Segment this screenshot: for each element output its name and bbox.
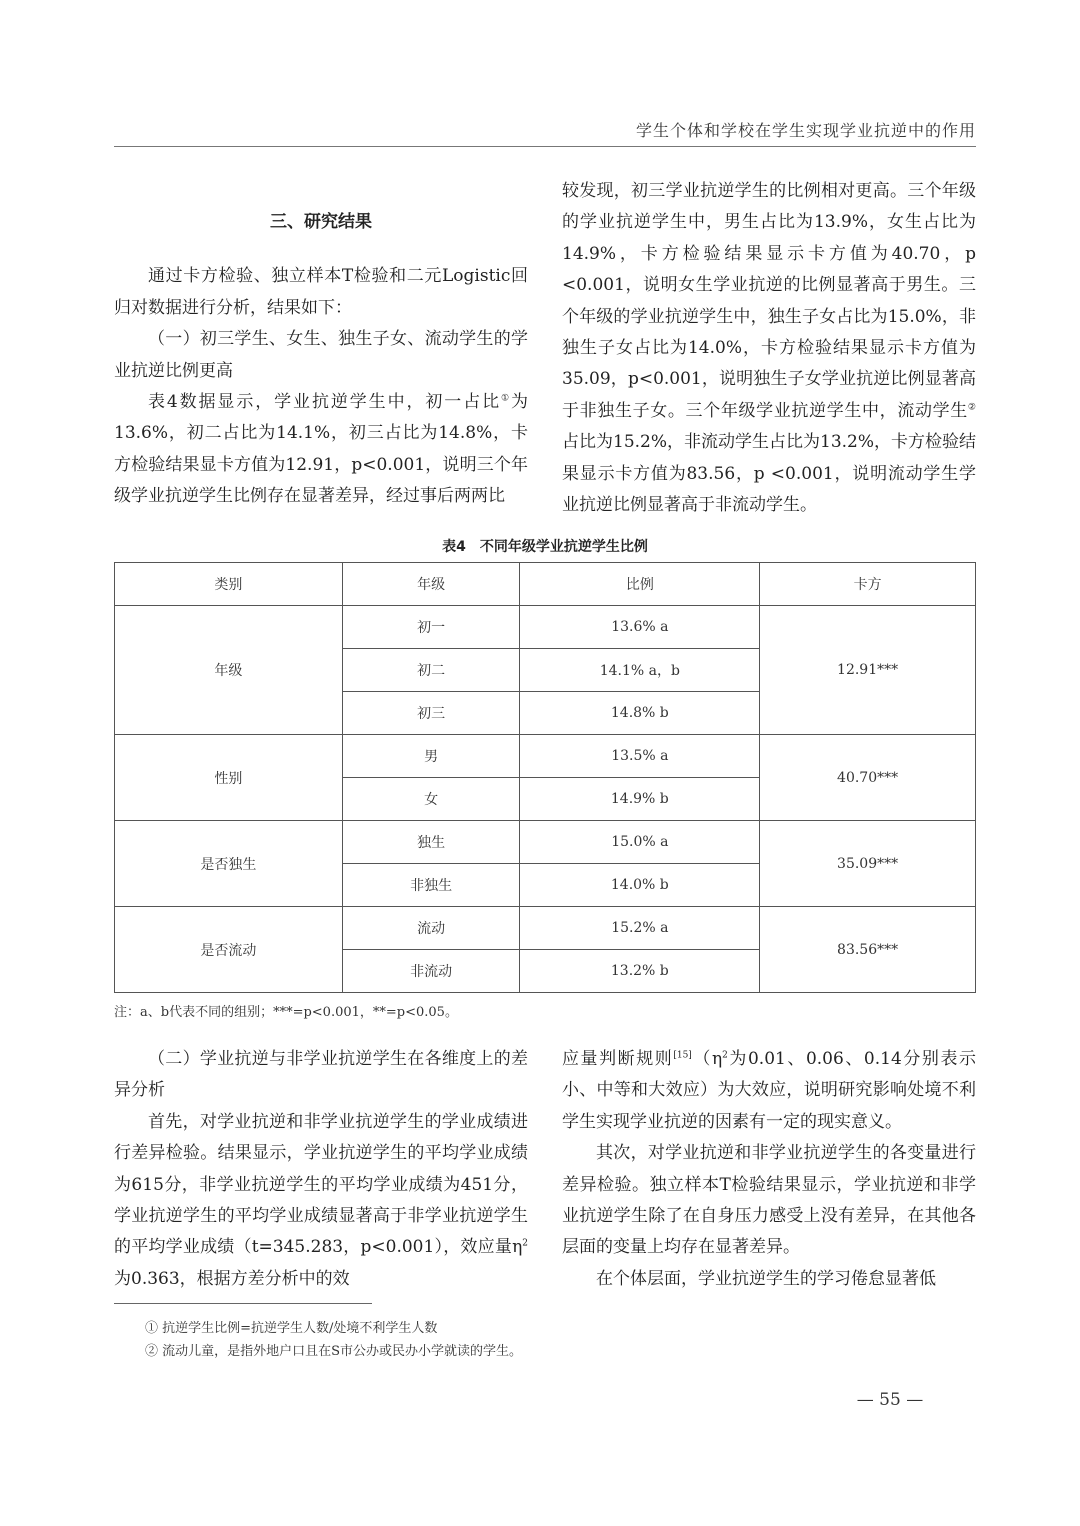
- flow-text-part-4: 应量判断规则$[15](\eta^2$为0.01、0.06、0.14分别表示小、中等和大效应）为大效应，说明研究影响处境不利学生实现学业抗逆的因素有一定的现实意义。: [562, 1049, 977, 1132]
- table-note: 注：a、b代表不同的组别；***=p<0.001，**=p<0.05。: [114, 1005, 458, 1020]
- level-cell: 男: [342, 735, 520, 778]
- results-table: [114, 562, 976, 993]
- ratio-cell: 13.6% a: [520, 606, 760, 649]
- level-cell: 初二: [342, 649, 520, 692]
- ratio-cell: 14.8% b: [520, 692, 760, 735]
- level-cell: 流动: [342, 907, 520, 950]
- table-row: [115, 907, 976, 950]
- subsection-2-heading: （二）学业抗逆与非学业抗逆学生在各维度上的差异分析: [114, 1049, 528, 1101]
- table-title: 表4 不同年级学业抗逆学生比例: [442, 539, 648, 555]
- header-rule: [114, 146, 976, 147]
- ratio-cell: 15.2% a: [520, 907, 760, 950]
- flow-text-part-3: 首先，对学业抗逆和非学业抗逆学生的学业成绩进行差异检验。结果显示，学业抗逆学生的平均学业成绩为615分，非学业抗逆学生的平均学业成绩为451分，学业抗逆学生的平均学业成绩显著高于非学业抗逆学生的平均学业成绩（t=345.283，p<0.001），效应量$\eta^2$为0.363，根据方差分析中的效: [114, 1111, 528, 1289]
- footnote-2: ② 流动儿童，是指外地户口且在S市公办或民办小学就读的学生。: [145, 1344, 523, 1359]
- footnote-1: ① 抗逆学生比例=抗逆学生人数/处境不利学生人数: [145, 1321, 438, 1336]
- table-row: [115, 821, 976, 864]
- footnote-rule: [114, 1303, 372, 1304]
- paragraph-4: 在个体层面，学业抗逆学生的学习倦怠显著低: [596, 1268, 936, 1289]
- chi-cell: 40.70***: [760, 735, 976, 821]
- paragraph-3: 其次，对学业抗逆和非学业抗逆学生的各变量进行差异检验。独立样本T检验结果显示，学业抗逆和非学业抗逆学生除了在自身压力感受上没有差异，在其他各层面的变量上均存在显著差异。: [562, 1143, 976, 1258]
- right-column-bottom: [562, 1044, 976, 1295]
- ratio-cell: 15.0% a: [520, 821, 760, 864]
- header-category: 类别: [115, 563, 343, 606]
- category-cell: 年级: [115, 606, 343, 735]
- table-header-row: [115, 563, 976, 606]
- level-cell: 非流动: [342, 950, 520, 993]
- subsection-1-heading: （一）初三学生、女生、独生子女、流动学生的学业抗逆比例更高: [114, 329, 528, 381]
- intro-paragraph: 通过卡方检验、独立样本T检验和二元Logistic回归对数据进行分析，结果如下：: [114, 266, 528, 318]
- left-column-top: [114, 176, 528, 513]
- category-cell: 是否流动: [115, 907, 343, 993]
- running-title: 学生个体和学校在学生实现学业抗逆中的作用: [635, 121, 976, 140]
- ratio-cell: 13.2% b: [520, 950, 760, 993]
- header-level: 年级: [342, 563, 520, 606]
- section-title: 三、研究结果: [270, 212, 372, 232]
- ratio-cell: 13.5% a: [520, 735, 760, 778]
- header-chi: 卡方: [760, 563, 976, 606]
- header-ratio: 比例: [520, 563, 760, 606]
- page-number: — 55 —: [856, 1390, 924, 1410]
- chi-cell: 12.91***: [760, 606, 976, 735]
- level-cell: 初三: [342, 692, 520, 735]
- chi-cell: 83.56***: [760, 907, 976, 993]
- right-column-top: [562, 176, 976, 521]
- category-cell: 性别: [115, 735, 343, 821]
- left-column-bottom: [114, 1044, 528, 1295]
- level-cell: 女: [342, 778, 520, 821]
- category-cell: 是否独生: [115, 821, 343, 907]
- ratio-cell: 14.9% b: [520, 778, 760, 821]
- table-row: [115, 606, 976, 649]
- chi-cell: 35.09***: [760, 821, 976, 907]
- flow-text-part-1: 表4数据显示，学业抗逆学生中，初一占比①为13.6%，初二占比为14.1%，初三占比为14.8%，卡方检验结果显卡方值为12.91，p<0.001，说明三个年级学业抗逆学生比例存在显著差异，经过事后两两比: [114, 392, 528, 507]
- level-cell: 初一: [342, 606, 520, 649]
- level-cell: 非独生: [342, 864, 520, 907]
- level-cell: 独生: [342, 821, 520, 864]
- table-row: [115, 735, 976, 778]
- ratio-cell: 14.1% a，b: [520, 649, 760, 692]
- footnotes: [145, 1317, 975, 1363]
- ratio-cell: 14.0% b: [520, 864, 760, 907]
- flow-text-part-2: 较发现，初三学业抗逆学生的比例相对更高。三个年级的学业抗逆学生中，男生占比为13.9%，女生占比为14.9%，卡方检验结果显示卡方值为40.70，p <0.001，说明女生学业抗逆的比例显著高于男生。三个年级的学业抗逆学生中，独生子女占比为15.0%，非独生子女占比为14.0%，卡方检验结果显示卡方值为35.09，p<0.001，说明独生子女学业抗逆比例显著高于非独生子女。三个年级学业抗逆学生中，流动学生②占比为15.2%，非流动学生占比为13.2%，卡方检验结果显示卡方值为83.56，p <0.001，说明流动学生学业抗逆比例显著高于非流动学生。: [562, 181, 977, 516]
